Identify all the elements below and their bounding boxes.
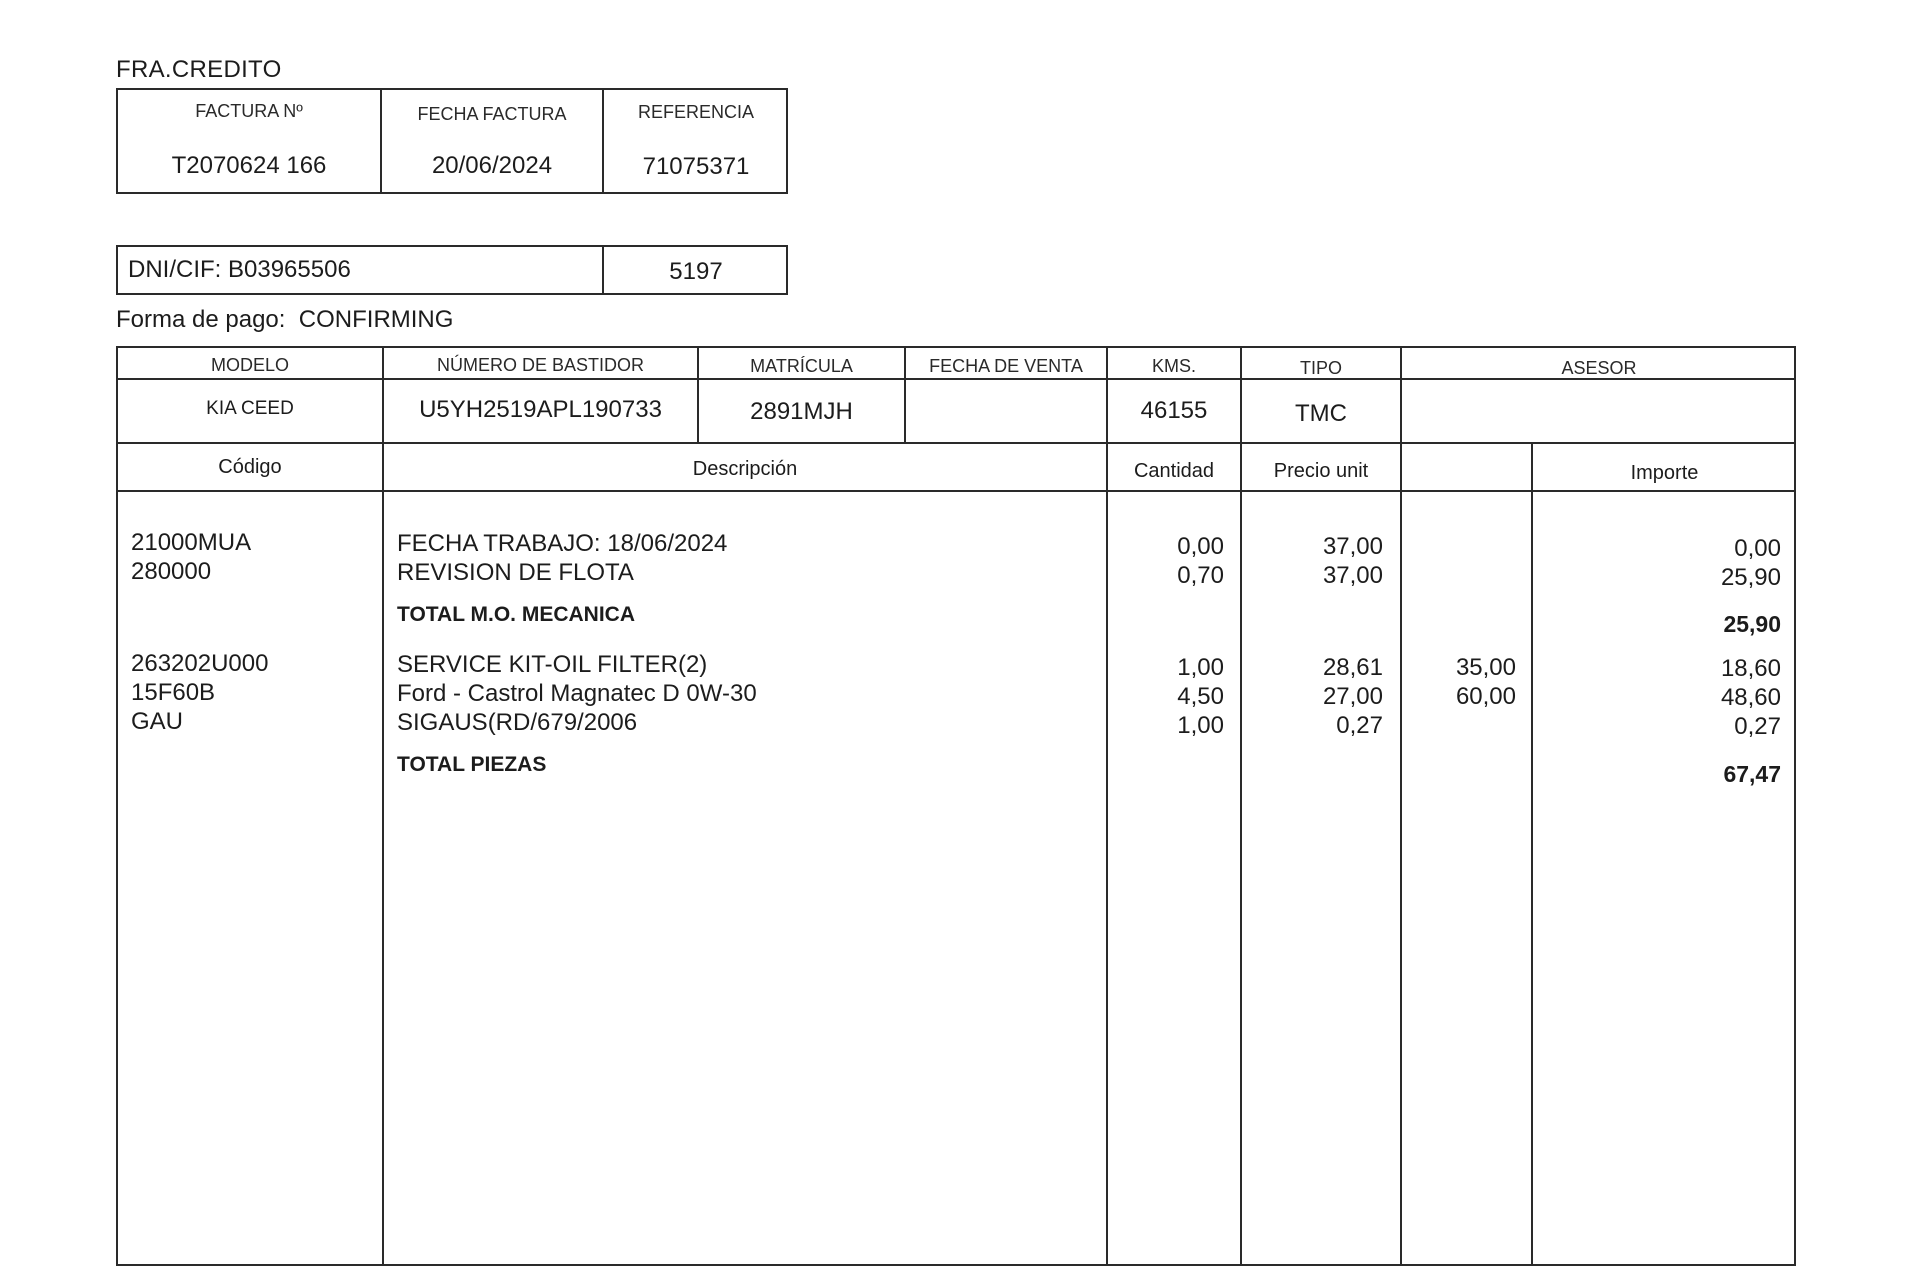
line-quantity: 1,00 <box>1177 712 1224 739</box>
type-label: TIPO <box>1299 358 1342 378</box>
code-header: Código <box>218 456 282 478</box>
reference-number: 71075371 <box>642 153 750 180</box>
parts-codes <box>131 649 268 736</box>
type-value: TMC <box>1295 400 1347 427</box>
tax-id-label: DNI/CIF: <box>128 256 222 283</box>
line-description: FECHA TRABAJO: 18/06/2024 <box>397 530 728 557</box>
line-description: SIGAUS(RD/679/2006 <box>397 709 638 736</box>
divider <box>382 346 384 1266</box>
line-quantity: 1,00 <box>1177 654 1224 681</box>
line-quantity: 4,50 <box>1177 683 1224 710</box>
labor-amounts <box>1533 534 1781 592</box>
line-code: 280000 <box>131 558 212 585</box>
divider <box>1240 346 1242 1266</box>
items-header-rule <box>116 490 1796 492</box>
parts-total-amount: 67,47 <box>1723 761 1781 787</box>
line-unit-price: 37,00 <box>1322 562 1383 589</box>
vehicle-values-rule <box>116 442 1796 444</box>
labor-total-label: TOTAL M.O. MECANICA <box>397 603 635 626</box>
line-amount: 48,60 <box>1720 684 1781 711</box>
unit-price-header: Precio unit <box>1273 460 1369 482</box>
line-amount: 0,00 <box>1734 535 1781 562</box>
tax-id <box>128 256 351 284</box>
line-description: REVISION DE FLOTA <box>397 559 634 586</box>
invoice-number-label: FACTURA Nº <box>195 101 303 121</box>
payment-method <box>116 306 453 334</box>
line-quantity: 0,00 <box>1177 533 1224 560</box>
line-description: SERVICE KIT-OIL FILTER(2) <box>397 651 708 678</box>
labor-descriptions <box>397 529 727 587</box>
line-unit-price: 37,00 <box>1322 533 1383 560</box>
vin-label: NÚMERO DE BASTIDOR <box>436 355 645 375</box>
model-value: KIA CEED <box>206 398 294 419</box>
parts-total-label: TOTAL PIEZAS <box>397 753 547 776</box>
line-code: 15F60B <box>131 679 216 706</box>
divider <box>1106 346 1108 1266</box>
line-extra: 35,00 <box>1455 654 1516 681</box>
vin-value: U5YH2519APL190733 <box>419 396 662 423</box>
invoice-date: 20/06/2024 <box>431 152 553 179</box>
kms-label: KMS. <box>1151 356 1196 376</box>
line-amount: 18,60 <box>1720 655 1781 682</box>
line-code: GAU <box>131 708 184 735</box>
sale-date-label: FECHA DE VENTA <box>929 356 1083 376</box>
line-unit-price: 0,27 <box>1336 712 1383 739</box>
parts-quantities <box>1108 653 1224 740</box>
payment-value: CONFIRMING <box>298 306 454 333</box>
model-label: MODELO <box>210 355 289 375</box>
kms-value: 46155 <box>1140 397 1208 424</box>
customer-code: 5197 <box>669 258 723 285</box>
labor-unit-prices <box>1242 532 1383 590</box>
divider <box>1400 346 1402 1266</box>
parts-amounts <box>1533 654 1781 741</box>
document-title: FRA.CREDITO <box>116 56 282 83</box>
line-amount: 25,90 <box>1720 564 1781 591</box>
line-unit-price: 27,00 <box>1322 683 1383 710</box>
labor-quantities <box>1108 532 1224 590</box>
payment-label: Forma de pago: <box>116 306 286 333</box>
parts-unit-prices <box>1242 653 1383 740</box>
line-description: Ford - Castrol Magnatec D 0W-30 <box>397 680 757 707</box>
plate-value: 2891MJH <box>750 398 853 425</box>
parts-descriptions <box>397 650 757 737</box>
amount-header: Importe <box>1630 462 1699 484</box>
invoice-date-label: FECHA FACTURA <box>417 104 567 124</box>
line-unit-price: 28,61 <box>1322 654 1383 681</box>
labor-codes <box>131 528 251 586</box>
parts-extra <box>1402 653 1516 711</box>
invoice-number: T2070624 166 <box>171 152 327 179</box>
line-quantity: 0,70 <box>1177 562 1224 589</box>
reference-label: REFERENCIA <box>637 102 754 122</box>
line-extra: 60,00 <box>1455 683 1516 710</box>
line-code: 263202U000 <box>131 650 269 677</box>
line-code: 21000MUA <box>131 529 252 556</box>
line-amount: 0,27 <box>1734 713 1781 740</box>
tax-id-value: B03965506 <box>228 256 351 283</box>
advisor-label: ASESOR <box>1561 358 1637 378</box>
labor-total-amount: 25,90 <box>1723 611 1781 637</box>
plate-label: MATRÍCULA <box>750 356 853 376</box>
quantity-header: Cantidad <box>1133 460 1215 482</box>
description-header: Descripción <box>692 458 798 480</box>
